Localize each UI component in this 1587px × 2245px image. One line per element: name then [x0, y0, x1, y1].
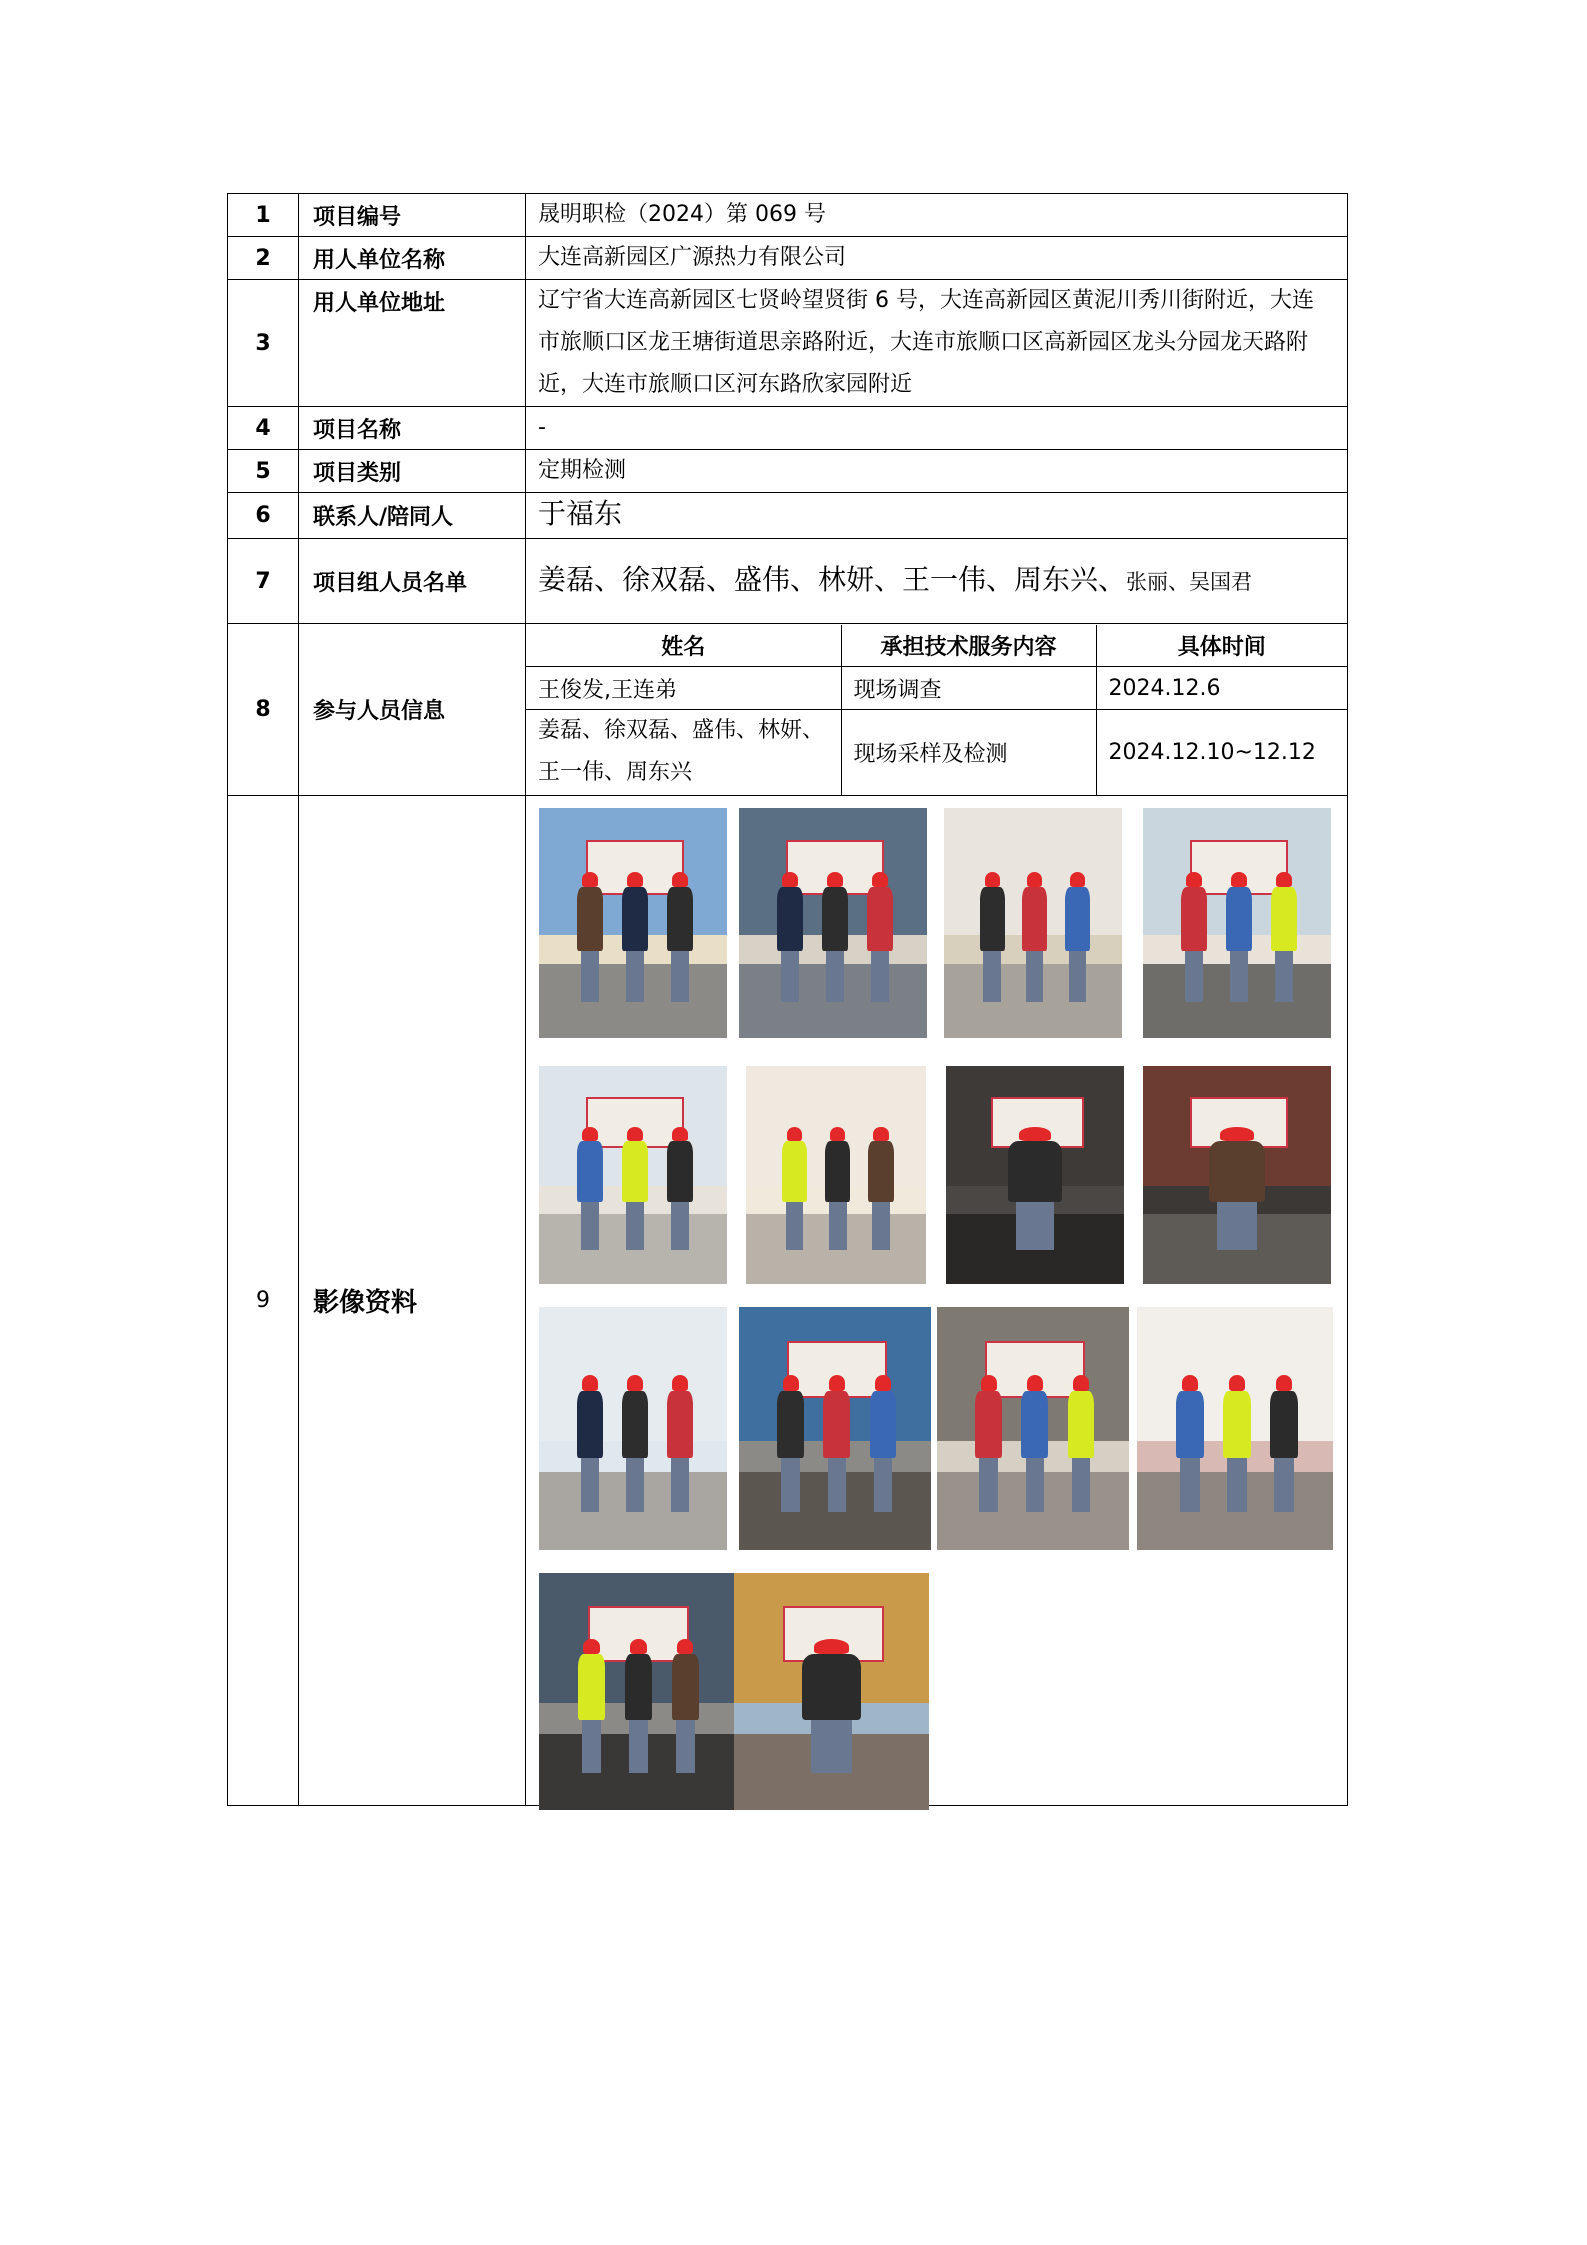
- person-body: [667, 887, 693, 951]
- person-legs: [871, 951, 889, 1002]
- site-photo: [946, 1066, 1124, 1284]
- row-number: 7: [228, 539, 299, 624]
- person-legs: [626, 1202, 644, 1250]
- person-figure: [622, 1127, 648, 1253]
- person-legs: [581, 1458, 599, 1512]
- row-label: 用人单位名称: [299, 237, 526, 280]
- person-figure: [777, 1375, 804, 1516]
- person-figure: [672, 1639, 699, 1776]
- person-body: [777, 1391, 804, 1459]
- team-members: [526, 539, 1348, 624]
- site-photo: [539, 1307, 727, 1550]
- person-body: [667, 1141, 693, 1202]
- hard-hat: [829, 1375, 845, 1391]
- person-legs: [581, 951, 599, 1002]
- hard-hat: [1070, 872, 1085, 887]
- participant-names: 王俊发,王连弟: [526, 667, 841, 710]
- person-figure: [1181, 872, 1207, 1005]
- row-label: 用人单位地址: [299, 280, 526, 407]
- person-legs: [786, 1202, 804, 1250]
- participant-time: 2024.12.10~12.12: [1096, 710, 1347, 795]
- person-legs: [829, 1202, 847, 1250]
- person-figure: [802, 1639, 861, 1776]
- person-figure: [667, 1127, 693, 1253]
- hard-hat: [582, 1375, 598, 1391]
- person-legs: [874, 1458, 893, 1512]
- person-figure: [825, 1127, 850, 1253]
- participants-cell: [526, 624, 1348, 796]
- person-legs: [671, 1202, 689, 1250]
- person-body: [1223, 1391, 1250, 1459]
- row-number: 2: [228, 237, 299, 280]
- hard-hat: [1229, 1375, 1245, 1391]
- hard-hat: [1027, 872, 1042, 887]
- person-figure: [1022, 872, 1047, 1005]
- person-figure: [777, 872, 803, 1005]
- person-body: [672, 1654, 699, 1720]
- hard-hat: [985, 872, 1000, 887]
- person-legs: [581, 1202, 599, 1250]
- site-photo: [944, 808, 1122, 1038]
- table-row: [526, 710, 1347, 795]
- participants-header-time: 具体时间: [1096, 625, 1347, 667]
- hard-hat: [827, 872, 843, 887]
- hard-hat: [630, 1639, 646, 1654]
- site-photo: [1137, 1307, 1333, 1550]
- team-members-extra: 张丽、吴国君: [1126, 569, 1253, 594]
- person-body: [867, 887, 893, 951]
- person-legs: [626, 951, 644, 1002]
- person-legs: [826, 951, 844, 1002]
- person-legs: [626, 1458, 644, 1512]
- hard-hat: [1231, 872, 1247, 887]
- site-photo: [1143, 1066, 1331, 1284]
- hard-hat: [830, 1127, 845, 1141]
- table-row: [526, 667, 1347, 710]
- row-number: 3: [228, 280, 299, 407]
- hard-hat: [672, 1127, 688, 1141]
- person-legs: [872, 1202, 890, 1250]
- person-body: [622, 887, 648, 951]
- person-body: [825, 1141, 850, 1202]
- table-row: [228, 624, 1348, 796]
- person-legs: [1026, 951, 1043, 1002]
- contact-person-text: 于福东: [538, 497, 623, 530]
- person-body: [1068, 1391, 1095, 1459]
- person-figure: [622, 1375, 648, 1516]
- person-body: [782, 1141, 807, 1202]
- row-number: 5: [228, 450, 299, 493]
- person-legs: [629, 1720, 648, 1772]
- person-legs: [1217, 1202, 1256, 1250]
- table-row: [228, 407, 1348, 450]
- site-photo: [539, 1573, 734, 1810]
- person-figure: [1226, 872, 1252, 1005]
- person-figure: [1271, 872, 1297, 1005]
- project-category: 定期检测: [526, 450, 1348, 493]
- person-figure: [867, 872, 893, 1005]
- person-body: [1176, 1391, 1203, 1459]
- person-legs: [828, 1458, 847, 1512]
- person-body: [1065, 887, 1090, 951]
- person-figure: [625, 1639, 652, 1776]
- person-figure: [1223, 1375, 1250, 1516]
- site-photo: [739, 808, 927, 1038]
- participant-names: 姜磊、徐双磊、盛伟、林妍、王一伟、周东兴: [526, 710, 841, 795]
- table-row: [228, 237, 1348, 280]
- participant-time: 2024.12.6: [1096, 667, 1347, 710]
- person-figure: [1021, 1375, 1048, 1516]
- employer-address: 辽宁省大连高新园区七贤岭望贤街 6 号，大连高新园区黄泥川秀川街附近，大连市旅顺口区龙王塘街道思亲路附近，大连市旅顺口区高新园区龙头分园龙天路附近，大连市旅顺口区河东路欣家园附近: [526, 280, 1348, 407]
- person-figure: [577, 1375, 603, 1516]
- person-legs: [671, 951, 689, 1002]
- row-label: 项目名称: [299, 407, 526, 450]
- participant-task: 现场采样及检测: [841, 710, 1096, 795]
- hard-hat: [782, 872, 798, 887]
- hard-hat: [1073, 1375, 1089, 1391]
- person-body: [777, 887, 803, 951]
- table-row: [228, 280, 1348, 407]
- person-figure: [980, 872, 1005, 1005]
- table-row: [228, 194, 1348, 237]
- person-body: [980, 887, 1005, 951]
- person-body: [822, 887, 848, 951]
- participants-header-name: 姓名: [526, 625, 841, 667]
- hard-hat: [677, 1639, 693, 1654]
- hard-hat: [783, 1375, 799, 1391]
- person-legs: [1230, 951, 1248, 1002]
- team-members-main: 姜磊、徐双磊、盛伟、林妍、王一伟、周东兴、: [538, 562, 1127, 596]
- site-photo: [539, 1066, 727, 1284]
- person-body: [802, 1654, 861, 1720]
- row-label: 项目编号: [299, 194, 526, 237]
- person-figure: [1008, 1127, 1061, 1253]
- site-photo: [734, 1573, 929, 1810]
- participant-task: 现场调查: [841, 667, 1096, 710]
- project-info-table: [227, 193, 1348, 1806]
- person-body: [577, 1141, 603, 1202]
- person-figure: [823, 1375, 850, 1516]
- person-legs: [1274, 1458, 1293, 1512]
- row-label: 影像资料: [299, 796, 526, 1806]
- row-number: 6: [228, 493, 299, 539]
- photo-cell: [526, 796, 1348, 1806]
- person-body: [975, 1391, 1002, 1459]
- person-body: [1021, 1391, 1048, 1459]
- person-legs: [1180, 1458, 1199, 1512]
- person-body: [622, 1391, 648, 1459]
- row-label: 项目组人员名单: [299, 539, 526, 624]
- table-row: [228, 493, 1348, 539]
- person-figure: [1270, 1375, 1297, 1516]
- person-body: [577, 1391, 603, 1459]
- hard-hat: [814, 1639, 849, 1654]
- photo-gallery: [526, 798, 1347, 1803]
- row-number: 9: [228, 796, 299, 1806]
- site-photo: [746, 1066, 926, 1284]
- person-legs: [676, 1720, 695, 1772]
- person-figure: [822, 872, 848, 1005]
- person-body: [667, 1391, 693, 1459]
- person-figure: [577, 1127, 603, 1253]
- person-figure: [868, 1127, 893, 1253]
- person-legs: [1185, 951, 1203, 1002]
- hard-hat: [582, 1127, 598, 1141]
- hard-hat: [1019, 1127, 1051, 1141]
- person-legs: [811, 1720, 852, 1772]
- person-figure: [1068, 1375, 1095, 1516]
- person-legs: [983, 951, 1000, 1002]
- person-legs: [1275, 951, 1293, 1002]
- person-legs: [1227, 1458, 1246, 1512]
- person-figure: [1209, 1127, 1265, 1253]
- person-body: [625, 1654, 652, 1720]
- project-code: 晟明职检（2024）第 069 号: [526, 194, 1348, 237]
- table-row: [228, 796, 1348, 1806]
- person-legs: [582, 1720, 601, 1772]
- participants-header-content: 承担技术服务内容: [841, 625, 1096, 667]
- employer-name: 大连高新园区广源热力有限公司: [526, 237, 1348, 280]
- hard-hat: [787, 1127, 802, 1141]
- person-body: [870, 1391, 897, 1459]
- person-body: [1270, 1391, 1297, 1459]
- hard-hat: [1276, 1375, 1292, 1391]
- hard-hat: [672, 872, 688, 887]
- person-legs: [781, 951, 799, 1002]
- person-legs: [1069, 951, 1086, 1002]
- hard-hat: [1182, 1375, 1198, 1391]
- person-legs: [1016, 1202, 1053, 1250]
- hard-hat: [583, 1639, 599, 1654]
- site-photo: [739, 1307, 931, 1550]
- hard-hat: [1220, 1127, 1254, 1141]
- person-figure: [578, 1639, 605, 1776]
- table-row: [228, 450, 1348, 493]
- table-row: [228, 539, 1348, 624]
- project-name: -: [526, 407, 1348, 450]
- hard-hat: [672, 1375, 688, 1391]
- row-number: 8: [228, 624, 299, 796]
- person-body: [577, 887, 603, 951]
- participants-table: [526, 625, 1347, 795]
- person-body: [578, 1654, 605, 1720]
- row-number: 1: [228, 194, 299, 237]
- person-legs: [1072, 1458, 1091, 1512]
- person-figure: [870, 1375, 897, 1516]
- hard-hat: [627, 1375, 643, 1391]
- person-body: [868, 1141, 893, 1202]
- site-photo: [1143, 808, 1331, 1038]
- person-legs: [671, 1458, 689, 1512]
- person-figure: [577, 872, 603, 1005]
- person-legs: [1026, 1458, 1045, 1512]
- person-body: [622, 1141, 648, 1202]
- person-legs: [781, 1458, 800, 1512]
- hard-hat: [627, 872, 643, 887]
- row-label: 联系人/陪同人: [299, 493, 526, 539]
- hard-hat: [875, 1375, 891, 1391]
- hard-hat: [981, 1375, 997, 1391]
- person-legs: [979, 1458, 998, 1512]
- row-label: 项目类别: [299, 450, 526, 493]
- person-figure: [622, 872, 648, 1005]
- hard-hat: [1027, 1375, 1043, 1391]
- person-figure: [782, 1127, 807, 1253]
- person-body: [1022, 887, 1047, 951]
- person-body: [1271, 887, 1297, 951]
- hard-hat: [872, 872, 888, 887]
- person-figure: [1065, 872, 1090, 1005]
- person-body: [1209, 1141, 1265, 1202]
- person-figure: [667, 1375, 693, 1516]
- hard-hat: [1186, 872, 1202, 887]
- hard-hat: [1276, 872, 1292, 887]
- person-body: [1181, 887, 1207, 951]
- person-figure: [667, 872, 693, 1005]
- site-photo: [937, 1307, 1129, 1550]
- person-body: [1226, 887, 1252, 951]
- person-body: [823, 1391, 850, 1459]
- person-figure: [1176, 1375, 1203, 1516]
- person-figure: [975, 1375, 1002, 1516]
- site-photo: [539, 808, 727, 1038]
- contact-person: [526, 493, 1348, 539]
- hard-hat: [873, 1127, 888, 1141]
- hard-hat: [627, 1127, 643, 1141]
- row-number: 4: [228, 407, 299, 450]
- row-label: 参与人员信息: [299, 624, 526, 796]
- hard-hat: [582, 872, 598, 887]
- person-body: [1008, 1141, 1061, 1202]
